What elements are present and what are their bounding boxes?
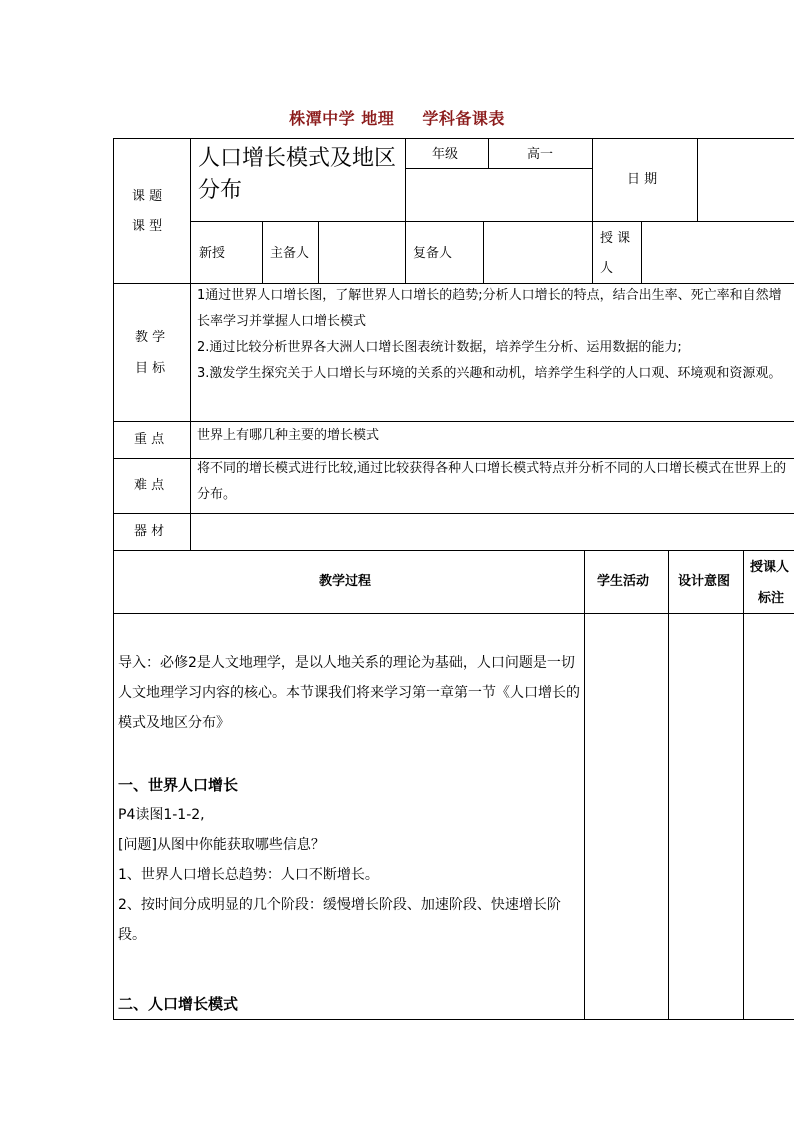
process-section-2 (118, 989, 580, 1019)
lesson-type-value: 新授 (199, 246, 226, 261)
teaching-goals (197, 283, 794, 387)
goal-item: 1通过世界人口增长图，了解世界人口增长的趋势;分析人口增长的特点，结合出生率、死亡率和自然增长率学习并掌握人口增长模式 (197, 288, 782, 329)
school-name: 株潭中学 (289, 109, 356, 128)
goal-item: 2.通过比较分析世界各大洲人口增长图表统计数据，培养学生分析、运用数据的能力; (197, 340, 682, 355)
key-point-label: 重 点 (134, 432, 165, 447)
section-heading: 一、世界人口增长 (118, 776, 239, 794)
difficulty-label: 难 点 (134, 478, 165, 493)
goals-label: 教 学 (135, 330, 166, 345)
teacher-label-2: 人 (600, 261, 614, 276)
teacher-note-header-2: 标注 (758, 591, 785, 606)
difficulty-text: 将不同的增长模式进行比较,通过比较获得各种人口增长模式特点并分析不同的人口增长模式在世界上的分布。 (197, 461, 787, 502)
date-label: 日 期 (627, 172, 658, 187)
grade-value: 高一 (527, 147, 554, 162)
goals-label-2: 目 标 (135, 361, 166, 376)
teacher-label: 授 课 (600, 231, 631, 246)
process-section-1 (118, 770, 580, 950)
key-point-text: 世界上有哪几种主要的增长模式 (197, 428, 380, 443)
subject-name: 地理 (361, 109, 395, 128)
process-line: 2、按时间分成明显的几个阶段：缓慢增长阶段、加速阶段、快速增长阶段。 (118, 897, 561, 943)
process-line: P4读图1-1-2, (118, 807, 205, 823)
page-title (0, 106, 794, 129)
student-activity-header: 学生活动 (597, 574, 650, 589)
teacher-note-header: 授课人 (750, 560, 790, 575)
process-line: 1、世界人口增长总趋势：人口不断增长。 (118, 867, 379, 883)
label-topic: 课 题 (132, 189, 163, 204)
main-preparer-label: 主备人 (270, 246, 310, 261)
process-line: [问题]从图中你能获取哪些信息？ (118, 837, 325, 853)
co-preparer-label: 复备人 (413, 246, 453, 261)
intro-paragraph: 导入：必修2是人文地理学，是以人地关系的理论为基础，人口问题是一切人文地理学习内容的核心。本节课我们将来学习第一章第一节《人口增长的模式及地区分布》 (118, 655, 580, 731)
design-intent-header: 设计意图 (678, 574, 731, 589)
section-heading: 二、人口增长模式 (118, 995, 239, 1013)
lesson-topic: 人口增长模式及地区分布 (198, 146, 397, 203)
label-lesson-type: 课 型 (132, 219, 163, 234)
grade-label: 年级 (432, 147, 459, 162)
equipment-label: 器 材 (134, 524, 165, 539)
form-name: 学科备课表 (422, 109, 505, 128)
process-content (118, 648, 580, 738)
process-header: 教学过程 (319, 574, 372, 589)
goal-item: 3.激发学生探究关于人口增长与环境的关系的兴趣和动机，培养学生科学的人口观、环境观和资源观。 (197, 366, 782, 381)
